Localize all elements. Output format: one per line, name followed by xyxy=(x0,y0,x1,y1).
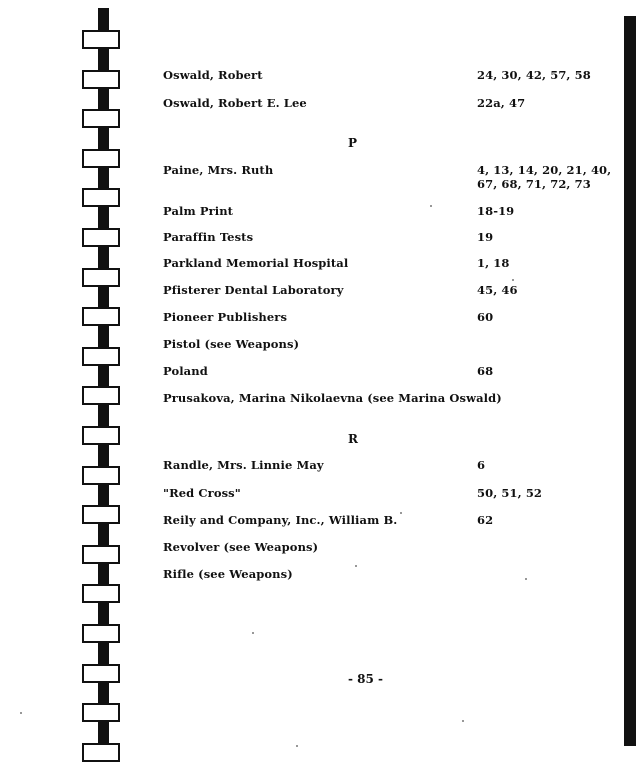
entry-name: Paine, Mrs. Ruth xyxy=(163,163,274,177)
entry-pages xyxy=(477,283,518,297)
entry-name: Rifle (see Weapons) xyxy=(163,567,293,581)
scan-speck xyxy=(430,205,432,207)
spiral-binding xyxy=(82,8,124,754)
scan-speck xyxy=(355,565,357,567)
scan-speck xyxy=(462,720,464,722)
entry-pages-line: 50, 51, 52 xyxy=(477,486,543,500)
section-heading: P xyxy=(348,136,358,150)
entry-name: Reily and Company, Inc., William B. xyxy=(163,513,398,527)
entry-pages xyxy=(477,230,493,244)
entry-name: Oswald, Robert E. Lee xyxy=(163,96,307,110)
entry-name: Poland xyxy=(163,364,208,378)
binding-ring xyxy=(82,109,120,128)
entry-pages-line: 19 xyxy=(477,230,494,244)
binding-ring xyxy=(82,426,120,445)
entry-pages xyxy=(477,486,542,500)
entry-pages xyxy=(477,256,510,270)
scan-speck xyxy=(296,745,298,747)
entry-name: Pfisterer Dental Laboratory xyxy=(163,283,344,297)
scan-speck xyxy=(252,632,254,634)
entry-pages xyxy=(477,96,525,110)
binding-ring xyxy=(82,584,120,603)
entry-pages-line: 22a, 47 xyxy=(477,96,526,110)
binding-ring xyxy=(82,743,120,762)
entry-pages xyxy=(477,310,493,324)
entry-name: Palm Print xyxy=(163,204,234,218)
entry-name: Prusakova, Marina Nikolaevna (see Marina Oswald) xyxy=(163,391,502,405)
binding-ring xyxy=(82,466,120,485)
entry-name: Revolver (see Weapons) xyxy=(163,540,319,554)
binding-ring xyxy=(82,30,120,49)
entry-pages xyxy=(477,513,493,527)
entry-name: Pioneer Publishers xyxy=(163,310,288,324)
binding-ring xyxy=(82,70,120,89)
scan-speck xyxy=(525,578,527,580)
binding-ring xyxy=(82,624,120,643)
binding-ring xyxy=(82,188,120,207)
binding-ring xyxy=(82,545,120,564)
scan-speck xyxy=(20,712,22,714)
entry-pages xyxy=(477,204,514,218)
scan-speck xyxy=(512,279,514,281)
entry-name: Parkland Memorial Hospital xyxy=(163,256,349,270)
entry-pages-line: 68 xyxy=(477,364,494,378)
binding-ring xyxy=(82,268,120,287)
binding-ring xyxy=(82,703,120,722)
binding-ring xyxy=(82,386,120,405)
entry-pages-line: 18-19 xyxy=(477,204,515,218)
entry-pages-line: 67, 68, 71, 72, 73 xyxy=(477,177,591,191)
entry-name: Randle, Mrs. Linnie May xyxy=(163,458,324,472)
binding-ring xyxy=(82,228,120,247)
entry-name: Paraffin Tests xyxy=(163,230,254,244)
entry-pages xyxy=(477,458,485,472)
binding-ring xyxy=(82,664,120,683)
entry-pages-line: 6 xyxy=(477,458,486,472)
entry-name: "Red Cross" xyxy=(163,486,241,500)
entry-name: Oswald, Robert xyxy=(163,68,263,82)
entry-pages xyxy=(477,68,591,82)
scan-speck xyxy=(400,512,402,514)
entry-name: Pistol (see Weapons) xyxy=(163,337,300,351)
binding-ring xyxy=(82,149,120,168)
section-heading: R xyxy=(348,432,358,446)
entry-pages-line: 62 xyxy=(477,513,494,527)
entry-pages-line: 1, 18 xyxy=(477,256,510,270)
entry-pages-line: 4, 13, 14, 20, 21, 40, xyxy=(477,163,612,177)
entry-pages-line: 60 xyxy=(477,310,494,324)
entry-pages-line: 24, 30, 42, 57, 58 xyxy=(477,68,591,82)
page-number: - 85 - xyxy=(348,672,384,686)
page-edge-shadow xyxy=(624,16,636,746)
binding-ring xyxy=(82,347,120,366)
binding-ring xyxy=(82,505,120,524)
binding-ring xyxy=(82,307,120,326)
entry-pages xyxy=(477,364,493,378)
entry-pages-line: 45, 46 xyxy=(477,283,518,297)
entry-pages xyxy=(477,163,611,191)
